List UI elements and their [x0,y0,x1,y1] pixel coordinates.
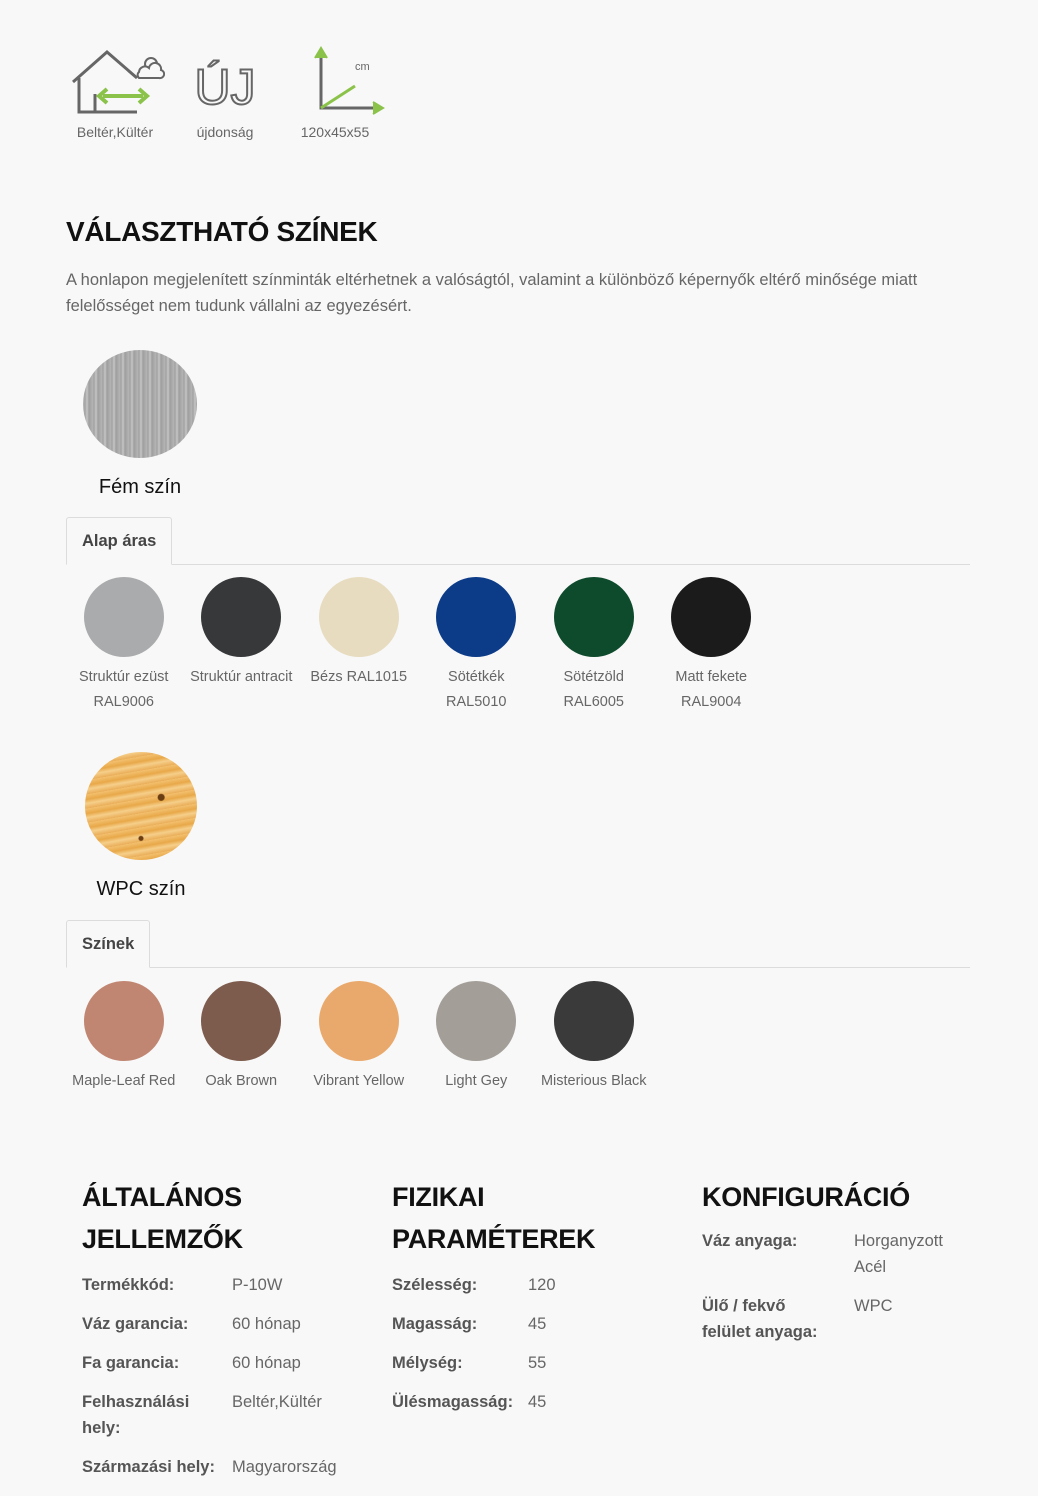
spec-value: Magyarország [232,1458,337,1476]
spec-value: WPC [854,1297,893,1315]
swatch-dot [554,577,634,657]
swatch-name: Misterious Black [540,1073,647,1089]
swatch-light-grey[interactable] [418,981,536,1094]
swatch-name: Struktúr antracit [190,669,293,685]
spec-key: Szélesség: [392,1276,478,1294]
spec-value: Beltér,Kültér [232,1393,322,1411]
swatch-dot [319,577,399,657]
swatch-struktur-ezust[interactable] [65,577,183,715]
spec-value: 60 hónap [232,1315,301,1333]
spec-key: Mélység: [392,1354,463,1372]
swatch-name: Vibrant Yellow [313,1073,405,1089]
house-weather-icon [65,42,165,116]
feature-label: 120x45x55 [300,124,370,140]
spec-value: 55 [528,1354,547,1372]
spec-value: 60 hónap [232,1354,301,1372]
tab-alap-aras[interactable]: Alap áras [66,517,172,565]
dimensions-icon [285,42,385,116]
swatch-sotetzold[interactable] [535,577,653,715]
spec-value-line: Acél [854,1258,887,1276]
spec-physical-table [392,1272,556,1428]
swatch-code: RAL9004 [681,694,742,710]
table-row [392,1389,556,1428]
table-row [82,1272,337,1311]
spec-general [82,1176,372,1493]
title-line: JELLEMZŐK [82,1224,243,1254]
swatch-sotetkek[interactable] [418,577,536,715]
spec-value: 45 [528,1315,547,1333]
title-line: ÁLTALÁNOS [82,1182,242,1212]
spec-value: P-10W [232,1276,283,1294]
unit-label: cm [355,61,370,73]
swatch-maple-leaf-red[interactable] [65,981,183,1094]
table-row [82,1311,337,1350]
spec-value: 120 [528,1276,556,1294]
table-row [82,1389,337,1454]
spec-physical-title [392,1176,682,1260]
swatch-dot [671,577,751,657]
spec-value [854,1228,943,1293]
title-line: PARAMÉTEREK [392,1224,596,1254]
feature-icons [60,42,390,140]
swatch-code: RAL6005 [563,694,624,710]
swatch-name: Light Gey [445,1073,508,1089]
spec-physical [392,1176,682,1428]
swatch-name: Maple-Leaf Red [72,1073,176,1089]
metal-tabbar [66,518,970,565]
swatch-name: Matt fekete [675,669,748,685]
wpc-group-header [66,752,216,901]
spec-value-line: Horganyzott [854,1232,943,1250]
swatch-code: RAL9006 [93,694,154,710]
spec-key-line: Ülő / fekvő [702,1297,786,1315]
new-icon [175,42,275,116]
swatch-dot [84,981,164,1061]
wpc-tabbar [66,921,970,968]
swatch-dot [84,577,164,657]
swatch-name: Oak Brown [205,1073,278,1089]
spec-config-title: KONFIGURÁCIÓ [702,1182,910,1212]
wpc-swatch-list [65,981,653,1094]
swatch-oak-brown[interactable] [183,981,301,1094]
feature-dimensions [280,42,390,140]
table-row [392,1311,556,1350]
swatch-vibrant-yellow[interactable] [300,981,418,1094]
table-row [702,1293,943,1358]
title-line: FIZIKAI [392,1182,485,1212]
table-row [82,1350,337,1389]
swatch-dot [436,981,516,1061]
spec-general-table [82,1272,337,1493]
table-row [702,1228,943,1293]
feature-label: Beltér,Kültér [76,124,154,140]
swatch-dot [201,981,281,1061]
swatch-bezs[interactable] [300,577,418,715]
swatch-dot [436,577,516,657]
spec-key: Váz anyaga: [702,1232,798,1250]
colors-disclaimer: A honlapon megjelenített színminták eltérhetnek a valóságtól, valamint a különböző képernyők eltérő minősége miatt felelősséget nem tudunk vállalni az egyezésért. [66,271,918,315]
spec-key-line: Felhasználási [82,1393,190,1411]
spec-key-line: hely: [82,1419,121,1437]
spec-key [82,1389,232,1454]
spec-config [702,1176,1002,1358]
new-glyph: ÚJ [194,59,256,115]
spec-key: Váz garancia: [82,1315,189,1333]
metal-texture-swatch [83,350,197,458]
feature-indoor-outdoor [60,42,170,140]
swatch-code: RAL5010 [446,694,507,710]
swatch-name: Struktúr ezüst [79,669,169,685]
spec-key: Fa garancia: [82,1354,180,1372]
wpc-group-name: WPC szín [96,878,186,900]
feature-label: újdonság [196,124,254,140]
spec-config-table [702,1228,943,1358]
table-row [392,1350,556,1389]
spec-key: Termékkód: [82,1276,175,1294]
feature-new [170,42,280,140]
spec-key: Ülésmagasság: [392,1393,514,1411]
swatch-name: Sötétkék [448,669,505,685]
wood-texture-swatch [85,752,197,860]
spec-general-title [82,1176,372,1260]
metal-group-name: Fém szín [98,476,182,498]
swatch-matt-fekete[interactable] [653,577,771,715]
swatch-struktur-antracit[interactable] [183,577,301,715]
metal-swatch-list [65,577,770,715]
spec-key [702,1293,854,1358]
swatch-name: Sötétzöld [563,669,624,685]
swatch-dot [319,981,399,1061]
swatch-dot [201,577,281,657]
spec-key: Magasság: [392,1315,478,1333]
spec-value: 45 [528,1393,547,1411]
tab-szinek[interactable]: Színek [66,920,150,968]
swatch-dot [554,981,634,1061]
table-row [392,1272,556,1311]
colors-title: VÁLASZTHATÓ SZÍNEK [66,216,378,247]
spec-key-line: felület anyaga: [702,1323,818,1341]
table-row [82,1454,337,1493]
metal-group-header [65,350,215,499]
swatch-name: Bézs RAL1015 [310,669,408,685]
swatch-misterious-black[interactable] [535,981,653,1094]
spec-key: Származási hely: [82,1458,215,1476]
